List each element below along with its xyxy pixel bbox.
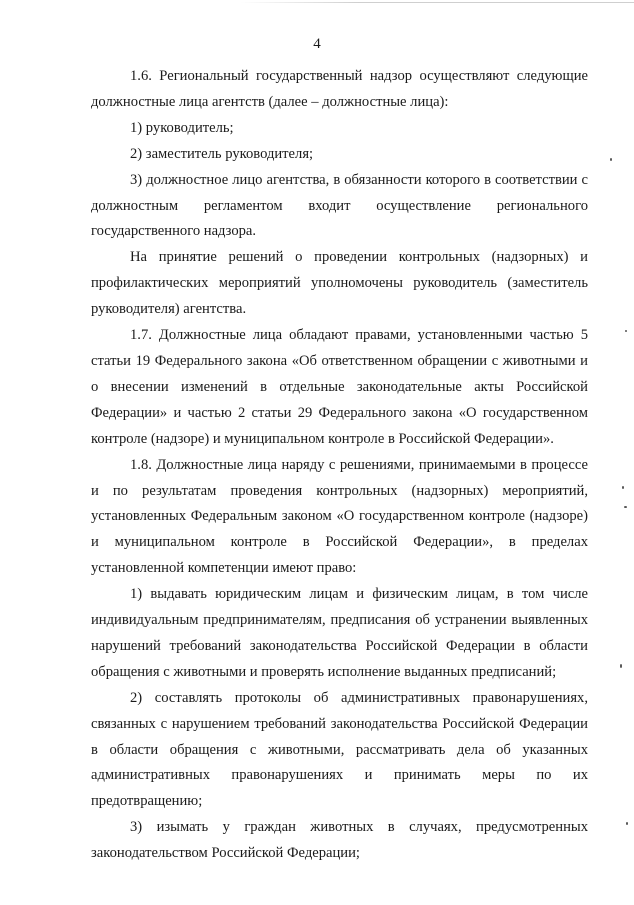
list-item-protocols: 2) составлять протоколы об административных правонарушениях, связанных с нарушением требований законодательства Российской Федерации в области обращения с животными, рассматривать дела об указанных административных правонарушениях и принимать меры по их предотвращению;	[91, 689, 588, 810]
scan-top-edge	[240, 2, 634, 3]
document-body	[91, 64, 588, 867]
paragraph-1-6: 1.6. Региональный государственный надзор осуществляют следующие должностные лица агентств (далее – должностные лица):	[91, 68, 588, 110]
paragraph-1-7: 1.7. Должностные лица обладают правами, установленными частью 5 статьи 19 Федерального закона «Об ответственном обращении с животными и о внесении изменений в отдельные законодательные акты Российской Федерации» и частью 2 статьи 29 Федерального закона «О государственном контроле (надзоре) и муниципальном контроле в Российской Федерации».	[91, 327, 588, 447]
list-item-head: 1) руководитель;	[130, 119, 234, 136]
scan-speck	[610, 158, 612, 161]
paragraph-decisions: На принятие решений о проведении контрольных (надзорных) и профилактических мероприятий уполномочены руководитель (заместитель руководителя) агентства.	[91, 249, 588, 318]
scan-speck	[620, 664, 622, 668]
scan-speck	[624, 506, 627, 508]
page-number: 4	[313, 36, 321, 52]
scan-speck	[625, 330, 627, 332]
list-item-orders: 1) выдавать юридическим лицам и физическим лицам, в том числе индивидуальным предпринимателям, предписания об устранении выявленных нарушений требований законодательства Российской Федерации в области обращения с животными и проверять исполнение выданных предписаний;	[91, 586, 588, 680]
list-item-official: 3) должностное лицо агентства, в обязанности которого в соответствии с должностным регламентом входит осуществление регионального государственного надзора.	[91, 171, 588, 240]
scan-speck	[626, 822, 628, 825]
list-item-seize: 3) изымать у граждан животных в случаях, предусмотренных законодательством Российской Федерации;	[91, 819, 588, 862]
list-item-deputy: 2) заместитель руководителя;	[130, 145, 314, 162]
paragraph-1-8: 1.8. Должностные лица наряду с решениями, принимаемыми в процессе и по результатам проведения контрольных (надзорных) мероприятий, установленных Федеральным законом «О государственном контроле (надзоре) и муниципальном контроле в Российской Федерации», в пределах установленной компетенции имеют право:	[91, 456, 588, 577]
scan-speck	[622, 486, 624, 489]
